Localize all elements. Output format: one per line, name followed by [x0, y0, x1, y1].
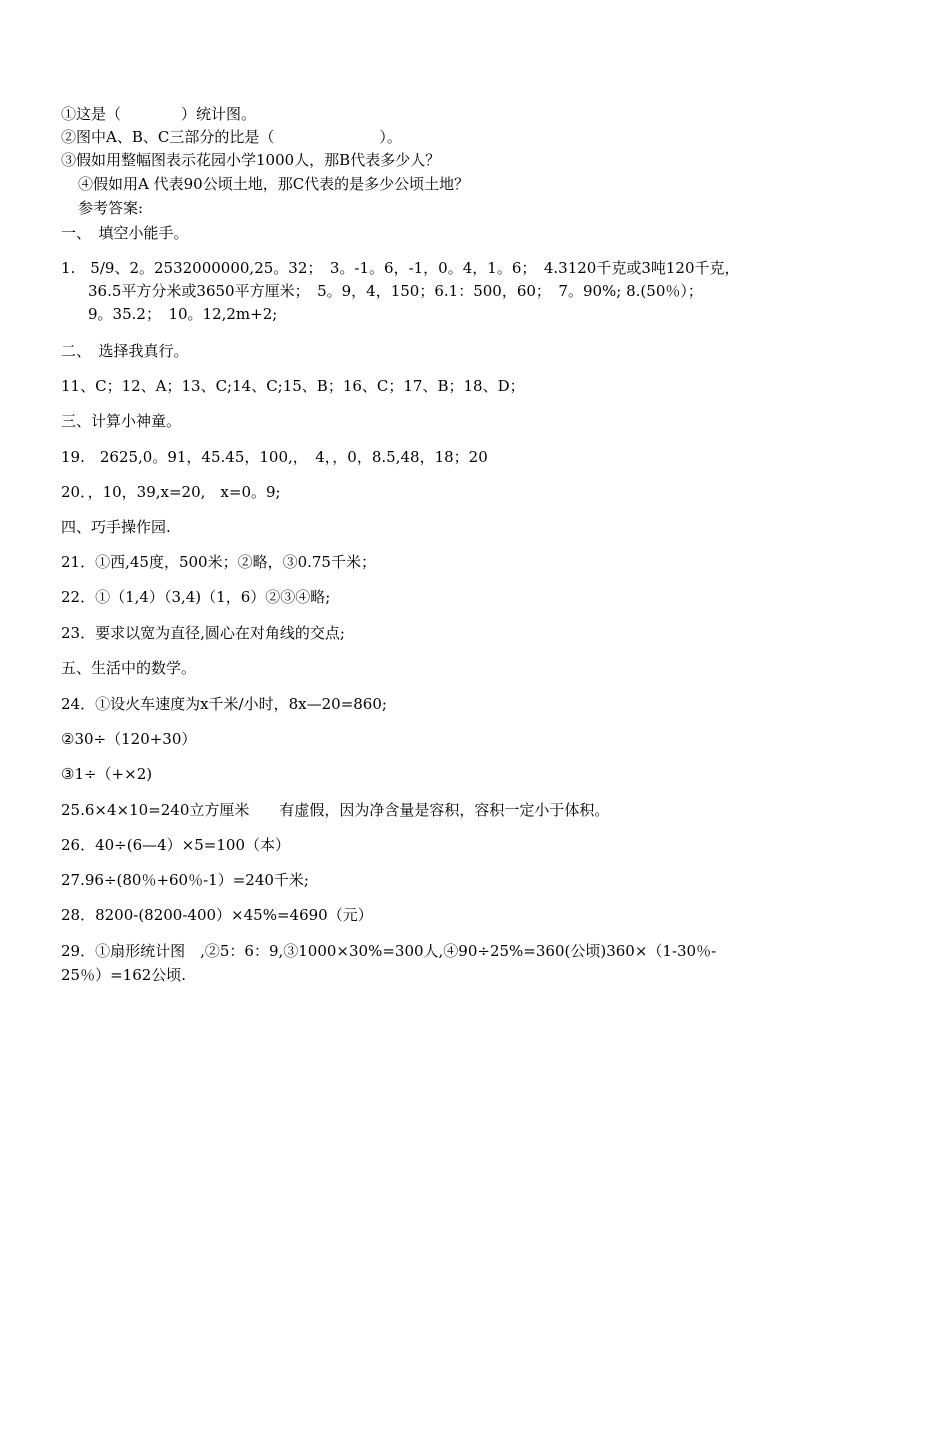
question-2: ②图中A、B、C三部分的比是（ ）。 — [61, 128, 402, 146]
section-heading-1: 一、 填空小能手。 — [61, 224, 189, 242]
question-4: ④假如用A 代表90公顷土地，那C代表的是多少公顷土地？ — [78, 175, 470, 193]
answer-choices: 11、C；12、A；13、C;14、C;15、B；16、C；17、B；18、D； — [61, 377, 525, 395]
answer-1-line-2: 36.5平方分米或3650平方厘米； 5。9，4，150；6.1：500，60； 7。90%; 8.(50％）； — [88, 282, 703, 300]
answer-26: 26．40÷(6—4）×5=100（本） — [61, 836, 290, 854]
section-heading-2: 二、 选择我真行。 — [61, 342, 189, 360]
question-3: ③假如用整幅图表示花园小学1000人，那B代表多少人？ — [61, 151, 441, 169]
answer-1-line-3: 9。35.2； 10。12,2m+2; — [88, 305, 278, 323]
answer-23: 23．要求以宽为直径,圆心在对角线的交点; — [61, 624, 345, 642]
answer-29-line-1: 29．①扇形统计图 ,②5：6：9,③1000×30%=300人,④90÷25%=360(公顷)360×（1-30％- — [61, 942, 717, 960]
answer-22: 22．①（1,4）（3,4)（1，6）②③④略; — [61, 588, 331, 606]
answer-27: 27.96÷(80％+60％-1）=240千米; — [61, 871, 309, 889]
section-heading-5: 五、生活中的数学。 — [61, 659, 197, 677]
answer-1-line-1: 1. 5/9、2。2532000000,25。32； 3。-1。6，-1，0。4，1。6； 4.3120千克或3吨120千克， — [61, 259, 740, 277]
section-heading-4: 四、巧手操作园. — [61, 518, 171, 536]
answer-20: 20．，10，39,x=20, x=0。9; — [61, 483, 281, 501]
answer-19: 19. 2625,0。91，45.45，100,， 4，，0，8.5,48，18；20 — [61, 448, 488, 466]
section-heading-3: 三、计算小神童。 — [61, 412, 182, 430]
answers-title: 参考答案: — [78, 199, 144, 217]
answer-25: 25.6×4×10=240立方厘米 有虚假，因为净含量是容积，容积一定小于体积。 — [61, 801, 610, 819]
answer-21: 21．①西,45度，500米；②略，③0.75千米； — [61, 553, 376, 571]
answer-24-line-2: ②30÷（120+30） — [61, 730, 197, 748]
answer-24-line-3: ③1÷（+×2) — [61, 765, 153, 783]
answer-28: 28．8200-(8200-400）×45%=4690（元） — [61, 906, 373, 924]
answer-24-line-1: 24．①设火车速度为x千米/小时，8x—20=860; — [61, 695, 387, 713]
question-1: ①这是（ ）统计图。 — [61, 105, 257, 123]
answer-29-line-2: 25％）=162公顷. — [61, 966, 187, 984]
